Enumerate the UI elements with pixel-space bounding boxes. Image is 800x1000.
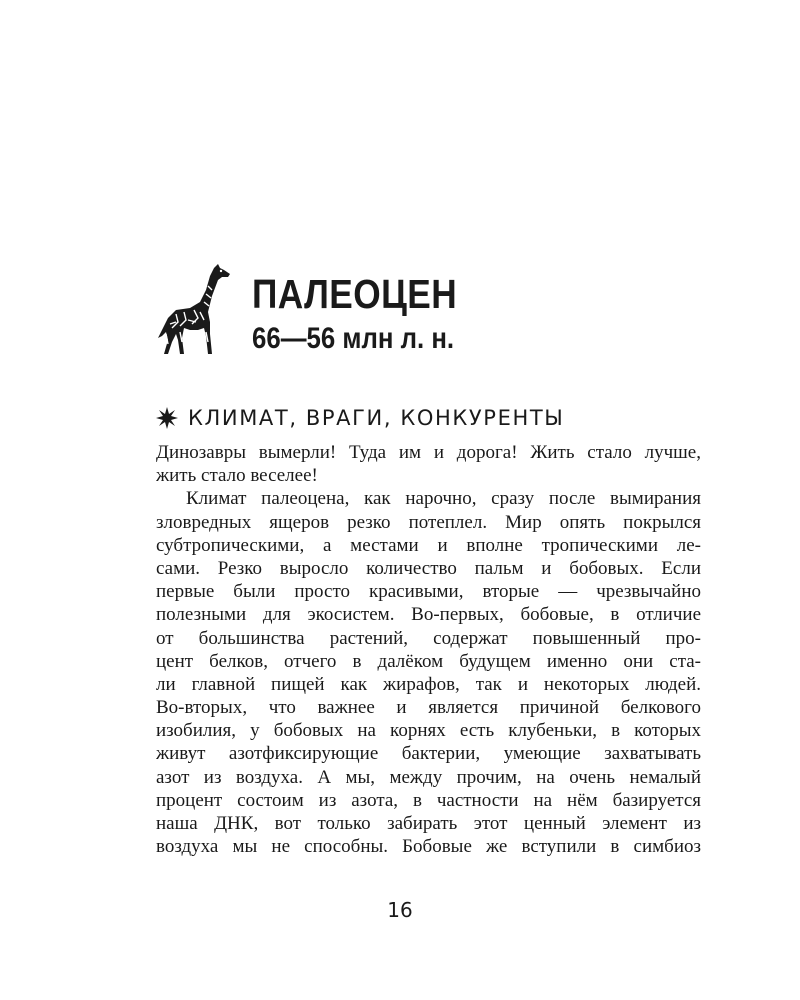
- chapter-period: 66—56 млн л. н.: [252, 322, 455, 355]
- body-text: [156, 441, 701, 858]
- section-title: КЛИМАТ, ВРАГИ, КОНКУРЕНТЫ: [188, 406, 565, 430]
- text-line: жить стало веселее!: [156, 465, 318, 487]
- text-line: живут азотфиксирующие бактерии, умеющие захватывать: [156, 743, 701, 765]
- text-line: сами. Резко выросло количество пальм и бобовых. Если: [156, 557, 701, 579]
- text-line: изобилия, у бобовых на корнях есть клубеньки, в которых: [156, 720, 701, 742]
- text-line: ли главной пищей как жирафов, так и некоторых людей.: [156, 673, 701, 695]
- text-line: Динозавры вымерли! Туда им и дорога! Жить стало лучше,: [156, 442, 701, 463]
- text-line: наша ДНК, вот только забирать этот ценный элемент из: [156, 813, 701, 834]
- text-line: полезными для экосистем. Во-первых, бобовые, в отличие: [156, 604, 701, 626]
- page-number: 16: [387, 898, 413, 922]
- text-line: субтропическими, а местами и вполне тропическими ле-: [156, 534, 701, 556]
- burst-icon: [156, 407, 178, 429]
- giraffe-icon: [154, 262, 234, 358]
- text-line: зловредных ящеров резко потеплел. Мир опять покрылся: [156, 511, 701, 533]
- text-line: первые были просто красивыми, вторые — чрезвычайно: [156, 581, 701, 603]
- text-line: Климат палеоцена, как нарочно, сразу после вымирания: [186, 488, 701, 510]
- section-header: [156, 403, 676, 433]
- chapter-header: [150, 262, 670, 362]
- text-line: азот из воздуха. А мы, между прочим, на очень немалый: [156, 766, 701, 788]
- text-line: процент состоим из азота, в частности на нём базируется: [156, 789, 701, 811]
- text-line: воздуха мы не способны. Бобовые же вступили в симбиоз: [156, 836, 701, 858]
- text-line: от большинства растений, содержат повышенный про-: [156, 627, 701, 649]
- text-line: Во-вторых, что важнее и является причиной белкового: [156, 697, 701, 719]
- text-line: цент белков, отчего в далёком будущем именно они ста-: [156, 650, 701, 672]
- chapter-title: ПАЛЕОЦЕН: [252, 271, 458, 317]
